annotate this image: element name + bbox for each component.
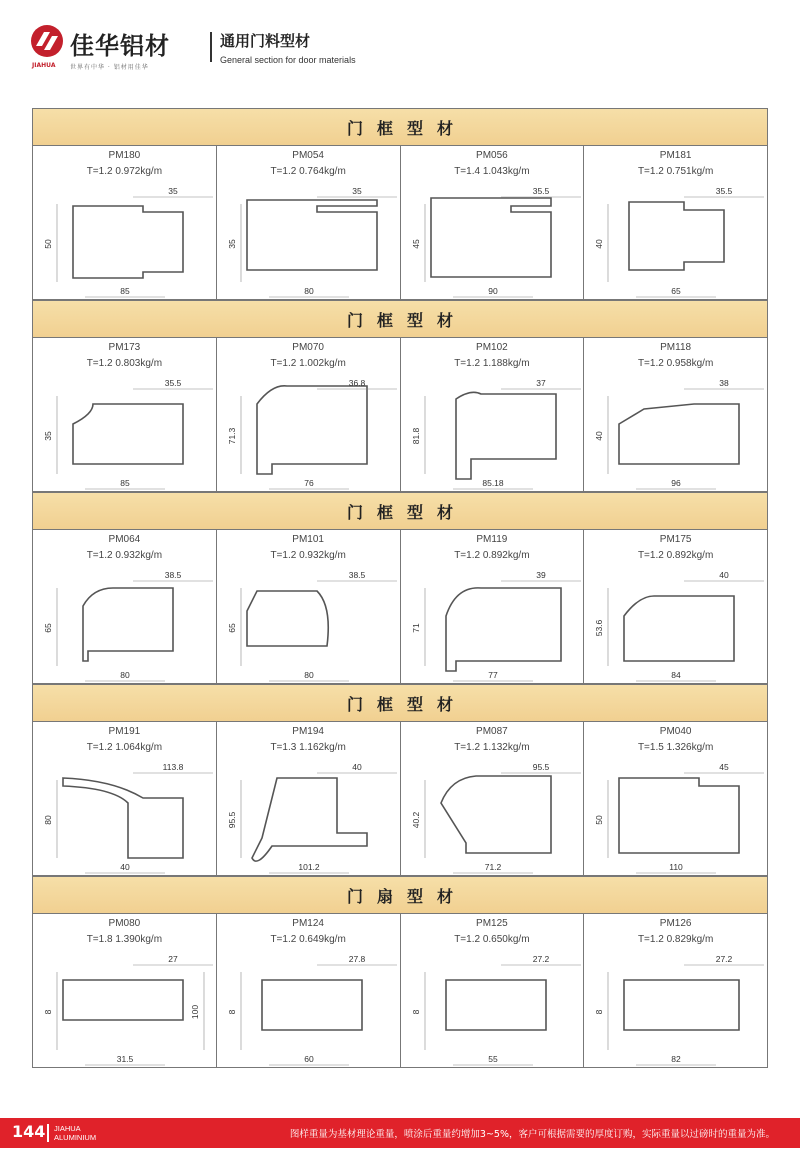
section-header: 门扇型材 xyxy=(32,876,768,914)
profile-outline xyxy=(247,200,377,270)
dimension-label: 40 xyxy=(594,431,605,441)
profile-spec: T=1.2 0.649kg/m xyxy=(270,934,346,945)
profile-spec: T=1.4 1.043kg/m xyxy=(454,166,530,177)
profile-drawing xyxy=(584,182,768,300)
profile-code: PM173 xyxy=(108,342,141,353)
profile-code: PM118 xyxy=(660,342,692,353)
dimension-label: 40 xyxy=(120,862,130,872)
profile-drawing xyxy=(401,758,585,876)
profile-spec: T=1.2 0.751kg/m xyxy=(637,166,714,177)
header-divider xyxy=(210,32,212,62)
profile-outline xyxy=(73,206,183,278)
dimension-label: 8 xyxy=(226,1009,237,1015)
brand-name-en: JIAHUA xyxy=(32,62,56,69)
profile-drawing xyxy=(401,950,585,1068)
dimension-label: 27.2 xyxy=(532,954,549,964)
profile-spec: T=1.2 0.932kg/m xyxy=(86,550,163,561)
profile-card xyxy=(217,338,401,492)
profile-card xyxy=(33,338,217,492)
profile-code: PM064 xyxy=(108,534,141,545)
brand-slogan: 世界有中华 · 铝材用佳华 xyxy=(70,64,149,71)
profile-card xyxy=(401,722,585,876)
profile-code: PM125 xyxy=(476,918,508,929)
dimension-label: 27 xyxy=(168,954,178,964)
profile-card xyxy=(584,338,768,492)
dimension-label: 35 xyxy=(43,431,53,441)
dimension-label: 80 xyxy=(304,286,314,296)
profile-code: PM040 xyxy=(659,726,692,737)
profile-row xyxy=(32,914,768,1068)
footer-brand-en: JIAHUA xyxy=(54,1124,81,1133)
profile-card xyxy=(33,530,217,684)
profile-spec: T=1.2 1.132kg/m xyxy=(454,742,530,753)
profile-card xyxy=(584,914,768,1068)
profile-drawing xyxy=(33,758,217,876)
dimension-label: 82 xyxy=(671,1054,681,1064)
section-header: 门框型材 xyxy=(32,108,768,146)
profile-row xyxy=(32,722,768,876)
profile-drawing xyxy=(584,374,768,492)
dimension-label: 35.5 xyxy=(164,378,182,388)
profile-spec: T=1.2 0.932kg/m xyxy=(270,550,346,561)
profile-code: PM054 xyxy=(292,150,324,161)
profile-card xyxy=(217,914,401,1068)
dimension-label: 8 xyxy=(410,1009,421,1015)
dimension-label: 31.5 xyxy=(116,1054,134,1064)
dimension-label: 65 xyxy=(43,623,53,633)
profile-spec: T=1.2 0.650kg/m xyxy=(454,934,530,945)
profile-code: PM194 xyxy=(292,726,324,737)
footer-brand-sub: ALUMINIUM xyxy=(54,1133,97,1142)
profile-drawing xyxy=(401,374,585,492)
profile-row xyxy=(32,338,768,492)
dimension-label: 35.5 xyxy=(532,186,549,196)
profile-spec: T=1.2 0.892kg/m xyxy=(637,550,714,561)
profile-outline xyxy=(441,776,551,853)
brand-logo xyxy=(30,24,205,72)
profile-outline xyxy=(262,980,362,1030)
profile-outline xyxy=(73,404,183,464)
footer-divider xyxy=(47,1124,49,1142)
profile-drawing xyxy=(584,758,768,876)
profile-spec: T=1.5 1.326kg/m xyxy=(637,742,714,753)
profile-drawing xyxy=(217,950,401,1068)
profile-outline xyxy=(624,980,739,1030)
dimension-label: 45 xyxy=(410,239,421,249)
dimension-label: 53.6 xyxy=(594,619,605,637)
dimension-label: 8 xyxy=(43,1009,53,1015)
dimension-label: 55 xyxy=(487,1054,498,1064)
profile-card xyxy=(217,722,401,876)
profile-drawing xyxy=(33,950,217,1068)
dimension-label: 37 xyxy=(535,378,546,388)
profile-outline xyxy=(456,392,556,479)
profile-outline xyxy=(446,588,561,671)
profile-drawing xyxy=(584,566,768,684)
dimension-label: 101.2 xyxy=(298,862,320,872)
profile-code: PM070 xyxy=(292,342,324,353)
profile-outline xyxy=(247,591,328,646)
dimension-label: 71.3 xyxy=(226,427,237,445)
dimension-label: 71.2 xyxy=(484,862,501,872)
profile-code: PM181 xyxy=(659,150,692,161)
dimension-label: 38.5 xyxy=(348,570,366,580)
profile-row xyxy=(32,146,768,300)
dimension-label: 85 xyxy=(120,478,130,488)
profile-outline xyxy=(83,588,173,661)
dimension-label: 35 xyxy=(352,186,362,196)
dimension-label: 96 xyxy=(671,478,681,488)
profile-catalog-grid xyxy=(32,108,768,1068)
profile-card xyxy=(584,530,768,684)
dimension-label: 84 xyxy=(671,670,681,680)
profile-card xyxy=(217,530,401,684)
profile-spec: T=1.8 1.390kg/m xyxy=(86,934,163,945)
profile-outline xyxy=(63,980,183,1020)
dimension-label: 85 xyxy=(120,286,130,296)
footer-brand xyxy=(54,1124,96,1142)
dimension-label: 80 xyxy=(120,670,130,680)
weight-disclaimer: 图样重量为基材理论重量，喷涂后重量约增加3~5%，客户可根据需要的厚度订购，实际重量以过磅时的重量为准。 xyxy=(289,1129,775,1140)
dimension-label: 95.5 xyxy=(226,811,237,829)
dimension-label: 77 xyxy=(487,670,498,680)
dimension-label: 40 xyxy=(719,570,729,580)
dimension-label: 60 xyxy=(304,1054,314,1064)
dimension-label: 38 xyxy=(719,378,729,388)
profile-code: PM126 xyxy=(659,918,692,929)
dimension-label: 65 xyxy=(671,286,681,296)
profile-card xyxy=(401,530,585,684)
profile-card xyxy=(584,722,768,876)
profile-outline xyxy=(629,202,724,270)
profile-code: PM102 xyxy=(476,342,508,353)
profile-drawing xyxy=(217,758,401,876)
profile-outline xyxy=(619,778,739,853)
profile-row xyxy=(32,530,768,684)
dimension-label: 113.8 xyxy=(162,762,184,772)
profile-card xyxy=(401,338,585,492)
dimension-label: 110 xyxy=(669,862,684,872)
page-title: 通用门料型材 xyxy=(220,32,311,50)
dimension-label: 39 xyxy=(535,570,546,580)
profile-code: PM087 xyxy=(476,726,508,737)
profile-code: PM175 xyxy=(659,534,692,545)
profile-card xyxy=(33,722,217,876)
dimension-label: 40.2 xyxy=(410,811,421,829)
dimension-label: 100 xyxy=(190,1004,200,1020)
profile-spec: T=1.3 1.162kg/m xyxy=(270,742,346,753)
profile-spec: T=1.2 1.064kg/m xyxy=(86,742,163,753)
profile-code: PM191 xyxy=(108,726,141,737)
dimension-label: 80 xyxy=(304,670,314,680)
dimension-label: 36.8 xyxy=(348,378,366,388)
profile-outline xyxy=(63,778,183,858)
profile-code: PM101 xyxy=(292,534,324,545)
page-subtitle: General section for door materials xyxy=(220,55,356,65)
section-header: 门框型材 xyxy=(32,492,768,530)
dimension-label: 35 xyxy=(168,186,178,196)
profile-spec: T=1.2 0.892kg/m xyxy=(454,550,530,561)
page-number: 144 xyxy=(12,1122,46,1141)
profile-outline xyxy=(431,198,551,277)
dimension-label: 95.5 xyxy=(532,762,549,772)
dimension-label: 50 xyxy=(43,239,53,249)
dimension-label: 35.5 xyxy=(715,186,733,196)
profile-drawing xyxy=(33,374,217,492)
section-header: 门框型材 xyxy=(32,684,768,722)
dimension-label: 38.5 xyxy=(164,570,182,580)
profile-drawing xyxy=(217,566,401,684)
profile-spec: T=1.2 0.803kg/m xyxy=(86,358,163,369)
profile-drawing xyxy=(33,182,217,300)
dimension-label: 90 xyxy=(487,286,498,296)
dimension-label: 80 xyxy=(43,815,53,825)
dimension-label: 50 xyxy=(594,815,605,825)
profile-code: PM119 xyxy=(476,534,508,545)
dimension-label: 71 xyxy=(410,623,421,633)
profile-drawing xyxy=(33,566,217,684)
profile-card xyxy=(401,146,585,300)
dimension-label: 65 xyxy=(226,623,237,633)
profile-code: PM056 xyxy=(476,150,508,161)
profile-outline xyxy=(252,778,367,861)
dimension-label: 40 xyxy=(352,762,362,772)
dimension-label: 45 xyxy=(719,762,729,772)
profile-drawing xyxy=(217,182,401,300)
profile-spec: T=1.2 0.972kg/m xyxy=(86,166,163,177)
brand-name-cn: 佳华铝材 xyxy=(70,32,170,60)
profile-spec: T=1.2 0.764kg/m xyxy=(270,166,346,177)
dimension-label: 27.8 xyxy=(348,954,366,964)
profile-drawing xyxy=(217,374,401,492)
profile-drawing xyxy=(401,566,585,684)
dimension-label: 85.18 xyxy=(481,478,504,488)
profile-spec: T=1.2 0.958kg/m xyxy=(637,358,714,369)
profile-spec: T=1.2 1.188kg/m xyxy=(454,358,530,369)
profile-card xyxy=(401,914,585,1068)
jiahua-logo-icon xyxy=(30,24,64,60)
profile-code: PM124 xyxy=(292,918,324,929)
profile-outline xyxy=(257,386,367,474)
dimension-label: 81.8 xyxy=(410,427,421,445)
dimension-label: 35 xyxy=(226,239,237,249)
dimension-label: 40 xyxy=(594,239,605,249)
section-header: 门框型材 xyxy=(32,300,768,338)
profile-spec: T=1.2 0.829kg/m xyxy=(637,934,714,945)
profile-code: PM080 xyxy=(108,918,141,929)
profile-card xyxy=(33,146,217,300)
dimension-label: 76 xyxy=(304,478,314,488)
footer-bar xyxy=(0,1118,800,1148)
dimension-label: 27.2 xyxy=(715,954,733,964)
profile-card xyxy=(33,914,217,1068)
profile-drawing xyxy=(584,950,768,1068)
profile-drawing xyxy=(401,182,585,300)
dimension-label: 8 xyxy=(594,1009,605,1015)
profile-outline xyxy=(624,596,734,661)
profile-code: PM180 xyxy=(108,150,141,161)
profile-card xyxy=(217,146,401,300)
profile-outline xyxy=(446,980,546,1030)
profile-spec: T=1.2 1.002kg/m xyxy=(270,358,346,369)
profile-card xyxy=(584,146,768,300)
profile-outline xyxy=(619,404,739,464)
